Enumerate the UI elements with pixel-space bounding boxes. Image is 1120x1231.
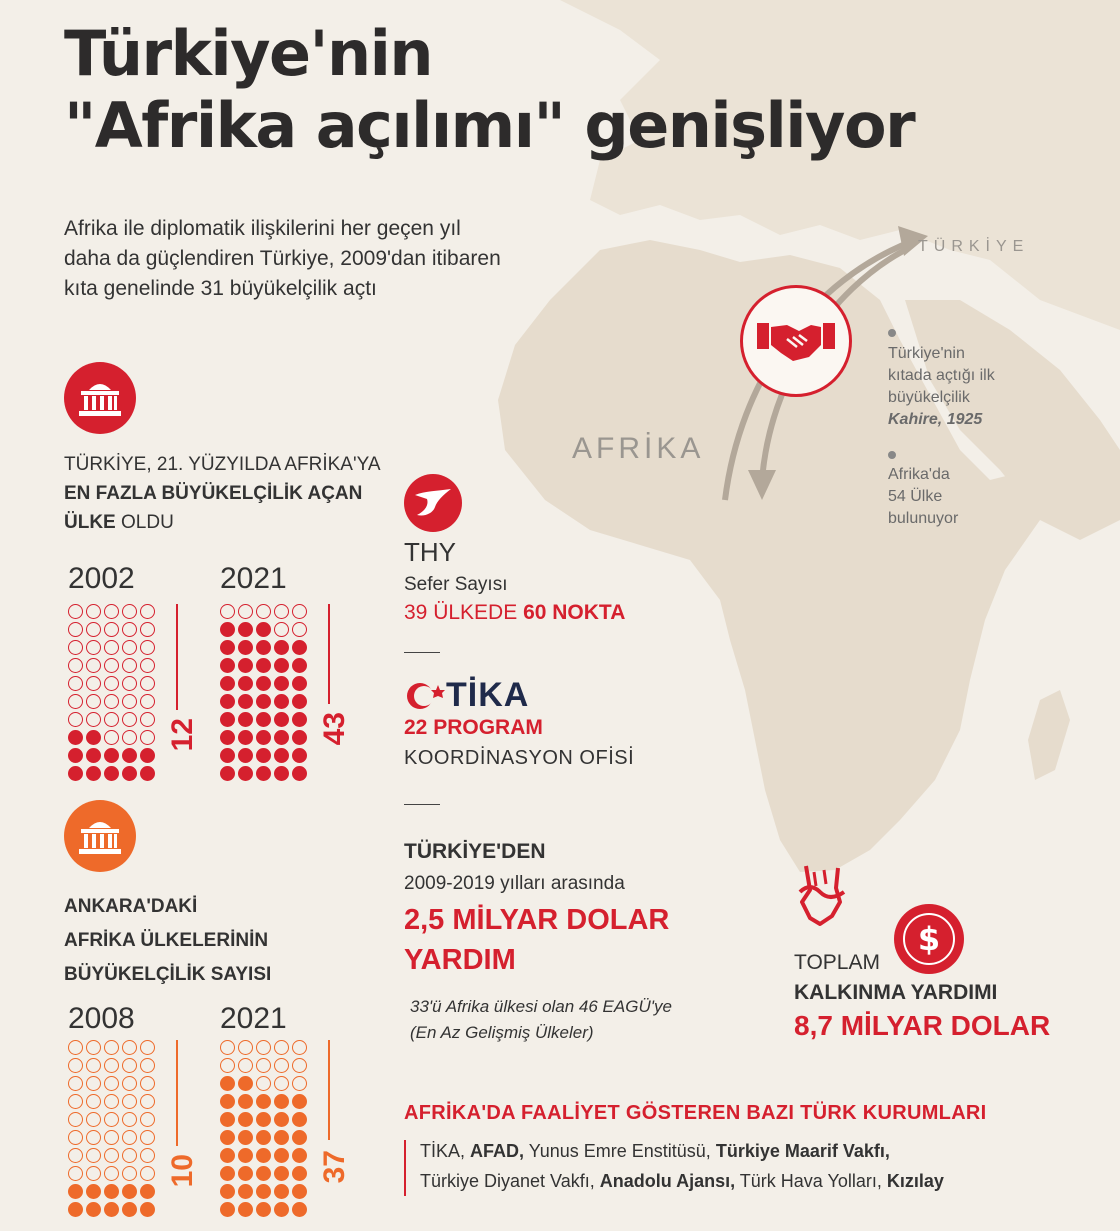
grid-dot — [86, 676, 101, 691]
grid-dot — [140, 1076, 155, 1091]
grid-dot — [292, 1166, 307, 1181]
subtitle-line-2: daha da güçlendiren Türkiye, 2009'dan itibaren — [64, 247, 501, 270]
grid-dot — [220, 1094, 235, 1109]
grid-dot — [140, 1166, 155, 1181]
grid-dot — [140, 766, 155, 781]
grid-dot — [238, 1058, 253, 1073]
grid-dot — [122, 622, 137, 637]
grid-dot — [68, 1166, 83, 1181]
crescent-star-icon — [404, 680, 446, 712]
grid-dot — [292, 604, 307, 619]
grid-dot — [140, 1094, 155, 1109]
grid-dot — [122, 1130, 137, 1145]
grid-dot — [292, 658, 307, 673]
divider-1 — [404, 652, 440, 653]
grid-dot — [86, 694, 101, 709]
grid-dot — [238, 640, 253, 655]
value-2008: 10 — [166, 1154, 199, 1188]
grid-dot — [256, 1094, 271, 1109]
grid-dot — [68, 1040, 83, 1055]
dot-grid-2021-ankara — [220, 1040, 307, 1217]
grid-dot — [140, 622, 155, 637]
grid-dot — [68, 1076, 83, 1091]
grid-dot — [140, 1130, 155, 1145]
year-2008: 2008 — [68, 1002, 135, 1035]
grid-dot — [238, 622, 253, 637]
grid-dot — [122, 1184, 137, 1199]
dot-grid-2008 — [68, 1040, 155, 1217]
grid-dot — [292, 730, 307, 745]
grid-dot — [274, 712, 289, 727]
grid-dot — [140, 1184, 155, 1199]
grid-dot — [274, 694, 289, 709]
grid-dot — [238, 1184, 253, 1199]
grid-dot — [292, 1148, 307, 1163]
heading1-line-2: EN FAZLA BÜYÜKELÇİLİK AÇAN — [64, 483, 363, 504]
grid-dot — [86, 1130, 101, 1145]
grid-dot — [86, 1058, 101, 1073]
total-aid-label — [794, 948, 997, 1008]
tika-stat-rest: KOORDİNASYON OFİSİ — [404, 747, 635, 769]
embassy-building-icon-2 — [77, 816, 123, 856]
subtitle-line-1: Afrika ile diplomatik ilişkilerini her geçen yıl — [64, 217, 461, 240]
grid-dot — [256, 766, 271, 781]
grid-dot — [104, 1076, 119, 1091]
grid-dot — [122, 730, 137, 745]
grid-dot — [86, 730, 101, 745]
grid-dot — [104, 1112, 119, 1127]
grid-dot — [292, 1076, 307, 1091]
grid-dot — [140, 658, 155, 673]
grid-dot — [122, 1202, 137, 1217]
grid-dot — [220, 694, 235, 709]
grid-dot — [122, 694, 137, 709]
grid-dot — [104, 640, 119, 655]
grid-dot — [220, 748, 235, 763]
year-2002: 2002 — [68, 562, 135, 595]
grid-dot — [86, 1148, 101, 1163]
embassy-building-icon — [77, 378, 123, 418]
grid-dot — [256, 1058, 271, 1073]
grid-dot — [238, 1040, 253, 1055]
grid-dot — [238, 1166, 253, 1181]
aid-note-line-1: 33'ü Afrika ülkesi olan 46 EAGÜ'ye — [410, 997, 672, 1016]
grid-dot — [292, 748, 307, 763]
grid-dot — [256, 1112, 271, 1127]
grid-dot — [220, 766, 235, 781]
grid-dot — [68, 1184, 83, 1199]
value-2021-ankara: 37 — [318, 1150, 351, 1184]
total-aid-line-2: KALKINMA YARDIMI — [794, 981, 998, 1004]
grid-dot — [220, 1184, 235, 1199]
grid-dot — [122, 1112, 137, 1127]
grid-dot — [104, 766, 119, 781]
grid-dot — [220, 604, 235, 619]
note1-line-4: Kahire, 1925 — [888, 411, 983, 428]
grid-dot — [104, 676, 119, 691]
cairo-marker — [888, 329, 896, 337]
embassy-heading-ankara — [64, 890, 364, 992]
grid-dot — [86, 1202, 101, 1217]
grid-dot — [68, 766, 83, 781]
grid-dot — [86, 622, 101, 637]
grid-dot — [140, 694, 155, 709]
grid-dot — [292, 1094, 307, 1109]
grid-dot — [292, 1040, 307, 1055]
grid-dot — [104, 1058, 119, 1073]
institutions-bar — [404, 1140, 406, 1196]
subtitle-line-3: kıta genelinde 31 büyükelçilik açtı — [64, 277, 377, 300]
grid-dot — [238, 1076, 253, 1091]
grid-dot — [274, 730, 289, 745]
grid-dot — [274, 1094, 289, 1109]
thy-stat: 39 ÜLKEDE 60 NOKTA — [404, 601, 626, 624]
grid-dot — [68, 712, 83, 727]
grid-dot — [122, 766, 137, 781]
embassy-icon-orange — [64, 800, 136, 872]
thy-logo — [404, 474, 462, 532]
value-line-2002 — [176, 604, 178, 710]
grid-dot — [122, 1040, 137, 1055]
grid-dot — [238, 1094, 253, 1109]
grid-dot — [292, 640, 307, 655]
grid-dot — [86, 640, 101, 655]
thy-label: Sefer Sayısı — [404, 574, 508, 595]
grid-dot — [104, 1094, 119, 1109]
grid-dot — [122, 640, 137, 655]
grid-dot — [220, 1058, 235, 1073]
grid-dot — [104, 1184, 119, 1199]
grid-dot — [68, 658, 83, 673]
grid-dot — [274, 676, 289, 691]
dot-grid-2021-turkey — [220, 604, 307, 781]
grid-dot — [140, 640, 155, 655]
grid-dot — [238, 1112, 253, 1127]
africa-marker — [888, 451, 896, 459]
grid-dot — [68, 1130, 83, 1145]
thy-bird-icon — [411, 485, 455, 521]
grid-dot — [86, 1112, 101, 1127]
grid-dot — [238, 676, 253, 691]
embassy-icon-red — [64, 362, 136, 434]
grid-dot — [104, 1202, 119, 1217]
note1-line-2: kıtada açtığı ilk — [888, 367, 995, 384]
grid-dot — [256, 1202, 271, 1217]
grid-dot — [238, 1202, 253, 1217]
grid-dot — [256, 676, 271, 691]
grid-dot — [220, 622, 235, 637]
grid-dot — [104, 622, 119, 637]
map-note-countries — [888, 464, 958, 530]
grid-dot — [122, 676, 137, 691]
grid-dot — [122, 1166, 137, 1181]
subtitle — [64, 214, 664, 304]
grid-dot — [68, 622, 83, 637]
grid-dot — [68, 604, 83, 619]
handshake-icon — [757, 315, 835, 367]
title-line-2: "Afrika açılımı" genişliyor — [64, 89, 915, 162]
grid-dot — [122, 658, 137, 673]
value-line-2021-turkey — [328, 604, 330, 704]
grid-dot — [274, 766, 289, 781]
grid-dot — [140, 604, 155, 619]
grid-dot — [292, 1202, 307, 1217]
handshake-badge — [740, 285, 852, 397]
map-label-afrika: AFRİKA — [572, 432, 705, 465]
tika-logo — [404, 676, 529, 715]
grid-dot — [220, 1112, 235, 1127]
grid-dot — [140, 712, 155, 727]
grid-dot — [274, 1076, 289, 1091]
embassy-heading-turkey — [64, 450, 404, 537]
grid-dot — [220, 1202, 235, 1217]
grid-dot — [256, 640, 271, 655]
aid-amount — [404, 900, 669, 980]
heading1-line-1: TÜRKİYE, 21. YÜZYILDA AFRİKA'YA — [64, 454, 381, 475]
aid-amount-line-2: YARDIM — [404, 944, 516, 976]
grid-dot — [256, 694, 271, 709]
note2-line-3: bulunuyor — [888, 510, 959, 527]
grid-dot — [68, 1202, 83, 1217]
grid-dot — [220, 730, 235, 745]
grid-dot — [220, 1076, 235, 1091]
grid-dot — [140, 1148, 155, 1163]
heading2-line-3: BÜYÜKELÇİLİK SAYISI — [64, 964, 272, 985]
grid-dot — [238, 604, 253, 619]
value-2021-turkey: 43 — [318, 712, 351, 746]
grid-dot — [104, 1148, 119, 1163]
grid-dot — [68, 1112, 83, 1127]
grid-dot — [238, 658, 253, 673]
map-note-first-embassy — [888, 343, 995, 431]
grid-dot — [292, 712, 307, 727]
grid-dot — [256, 1148, 271, 1163]
grid-dot — [140, 1112, 155, 1127]
grid-dot — [140, 1040, 155, 1055]
value-line-2021-ankara — [328, 1040, 330, 1140]
grid-dot — [292, 1130, 307, 1145]
grid-dot — [238, 1130, 253, 1145]
year-2021-a: 2021 — [220, 562, 287, 595]
map-label-turkiye: TÜRKİYE — [918, 238, 1030, 255]
grid-dot — [274, 1130, 289, 1145]
grid-dot — [274, 1058, 289, 1073]
grid-dot — [220, 676, 235, 691]
grid-dot — [256, 730, 271, 745]
grid-dot — [274, 1148, 289, 1163]
grid-dot — [122, 1058, 137, 1073]
grid-dot — [140, 730, 155, 745]
grid-dot — [140, 676, 155, 691]
grid-dot — [122, 1076, 137, 1091]
grid-dot — [274, 1040, 289, 1055]
institutions-line-2: Türkiye Diyanet Vakfı, Anadolu Ajansı, Türk Hava Yolları, Kızılay — [420, 1171, 944, 1191]
grid-dot — [122, 1094, 137, 1109]
grid-dot — [86, 1094, 101, 1109]
aid-note-line-2: (En Az Gelişmiş Ülkeler) — [410, 1023, 594, 1042]
grid-dot — [256, 604, 271, 619]
grid-dot — [238, 712, 253, 727]
grid-dot — [292, 694, 307, 709]
grid-dot — [274, 1202, 289, 1217]
helping-hands-icon — [790, 862, 854, 932]
grid-dot — [122, 748, 137, 763]
heading2-line-2: AFRİKA ÜLKELERİNİN — [64, 930, 269, 951]
grid-dot — [256, 712, 271, 727]
grid-dot — [256, 1130, 271, 1145]
aid-amount-line-1: 2,5 MİLYAR DOLAR — [404, 904, 670, 936]
note1-line-3: büyükelçilik — [888, 389, 970, 406]
grid-dot — [274, 1184, 289, 1199]
grid-dot — [238, 1148, 253, 1163]
madagascar — [1028, 690, 1070, 780]
thy-name: THY — [404, 537, 456, 567]
grid-dot — [86, 712, 101, 727]
grid-dot — [86, 766, 101, 781]
tika-stat-bold: 22 PROGRAM — [404, 716, 543, 739]
grid-dot — [122, 712, 137, 727]
grid-dot — [104, 1130, 119, 1145]
grid-dot — [220, 1040, 235, 1055]
grid-dot — [104, 748, 119, 763]
grid-dot — [104, 712, 119, 727]
grid-dot — [104, 658, 119, 673]
grid-dot — [86, 748, 101, 763]
grid-dot — [274, 604, 289, 619]
grid-dot — [256, 1166, 271, 1181]
grid-dot — [238, 766, 253, 781]
grid-dot — [122, 604, 137, 619]
grid-dot — [104, 730, 119, 745]
grid-dot — [140, 748, 155, 763]
grid-dot — [274, 658, 289, 673]
institutions-line-1: TİKA, AFAD, Yunus Emre Enstitüsü, Türkiye Maarif Vakfı, — [420, 1141, 890, 1161]
grid-dot — [292, 766, 307, 781]
note1-line-1: Türkiye'nin — [888, 345, 965, 362]
institutions-list — [420, 1136, 1110, 1196]
grid-dot — [68, 730, 83, 745]
dollar-icon: $ — [903, 913, 955, 965]
grid-dot — [104, 694, 119, 709]
year-2021-b: 2021 — [220, 1002, 287, 1035]
grid-dot — [68, 1058, 83, 1073]
grid-dot — [220, 712, 235, 727]
grid-dot — [140, 1202, 155, 1217]
grid-dot — [274, 1166, 289, 1181]
grid-dot — [220, 1130, 235, 1145]
grid-dot — [68, 1148, 83, 1163]
heading2-line-1: ANKARA'DAKİ — [64, 896, 198, 917]
grid-dot — [256, 1040, 271, 1055]
grid-dot — [256, 658, 271, 673]
note2-line-2: 54 Ülke — [888, 488, 943, 505]
aid-note — [410, 994, 672, 1046]
page-title — [64, 18, 1044, 162]
grid-dot — [68, 748, 83, 763]
institutions-title: AFRİKA'DA FAALİYET GÖSTEREN BAZI TÜRK KURUMLARI — [404, 1102, 987, 1124]
aid-heading: TÜRKİYE'DEN — [404, 840, 546, 863]
grid-dot — [274, 1112, 289, 1127]
heading1-line-3: ÜLKE OLDU — [64, 512, 174, 533]
grid-dot — [68, 676, 83, 691]
total-aid-amount: 8,7 MİLYAR DOLAR — [794, 1010, 1051, 1041]
grid-dot — [292, 622, 307, 637]
grid-dot — [68, 1094, 83, 1109]
grid-dot — [256, 1076, 271, 1091]
grid-dot — [86, 1166, 101, 1181]
note2-line-1: Afrika'da — [888, 466, 950, 483]
grid-dot — [274, 748, 289, 763]
grid-dot — [238, 730, 253, 745]
value-2002: 12 — [166, 718, 199, 752]
grid-dot — [238, 748, 253, 763]
grid-dot — [256, 622, 271, 637]
grid-dot — [86, 1040, 101, 1055]
grid-dot — [220, 1166, 235, 1181]
dot-grid-2002 — [68, 604, 155, 781]
divider-2 — [404, 804, 440, 805]
grid-dot — [104, 604, 119, 619]
grid-dot — [140, 1058, 155, 1073]
grid-dot — [220, 658, 235, 673]
grid-dot — [104, 1040, 119, 1055]
grid-dot — [292, 1112, 307, 1127]
grid-dot — [86, 1184, 101, 1199]
grid-dot — [68, 694, 83, 709]
grid-dot — [256, 748, 271, 763]
grid-dot — [220, 1148, 235, 1163]
grid-dot — [274, 622, 289, 637]
grid-dot — [292, 676, 307, 691]
grid-dot — [68, 640, 83, 655]
grid-dot — [122, 1148, 137, 1163]
grid-dot — [292, 1058, 307, 1073]
grid-dot — [86, 604, 101, 619]
grid-dot — [292, 1184, 307, 1199]
grid-dot — [104, 1166, 119, 1181]
grid-dot — [86, 658, 101, 673]
grid-dot — [274, 640, 289, 655]
tika-name: TİKA — [446, 676, 530, 714]
total-aid-line-1: TOPLAM — [794, 951, 880, 974]
grid-dot — [220, 640, 235, 655]
value-line-2008 — [176, 1040, 178, 1146]
grid-dot — [238, 694, 253, 709]
grid-dot — [86, 1076, 101, 1091]
grid-dot — [256, 1184, 271, 1199]
title-line-1: Türkiye'nin — [64, 17, 433, 90]
aid-period: 2009-2019 yılları arasında — [404, 873, 625, 894]
